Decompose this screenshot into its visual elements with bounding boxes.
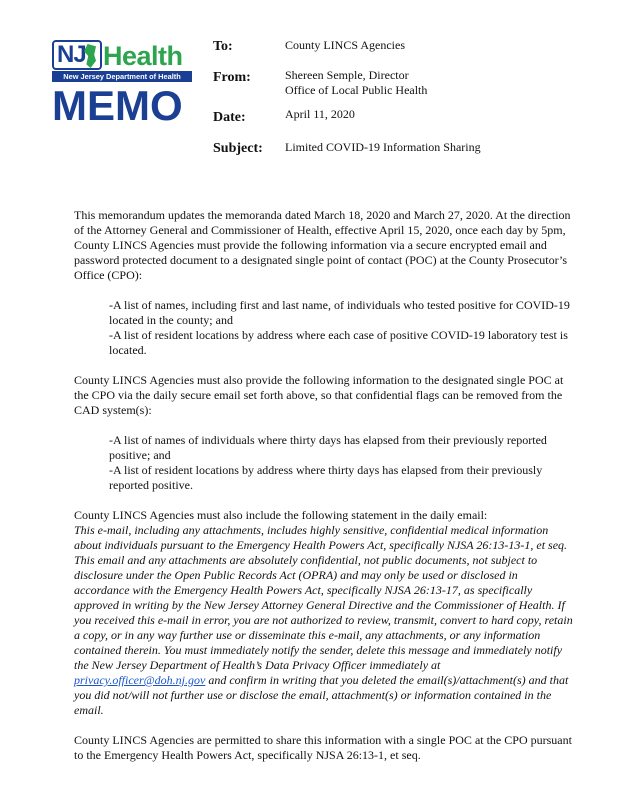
cad-paragraph: County LINCS Agencies must also provide the following information to the designated single POC at the CPO via the daily secure email set forth above, so that confidential flags can be removed from the CAD system(s): xyxy=(74,373,564,417)
from-value-line1: Shereen Semple, Director xyxy=(285,68,409,82)
confidentiality-statement xyxy=(74,523,574,718)
privacy-officer-email-link[interactable]: privacy.officer@doh.nj.gov xyxy=(74,673,206,687)
department-subtitle: New Jersey Department of Health xyxy=(52,71,192,82)
health-wordmark: Health xyxy=(103,41,183,71)
subject-label: Subject: xyxy=(213,141,263,156)
logo-top-row xyxy=(52,40,192,70)
list2-item2: -A list of resident locations by address where thirty days has elapsed from their previously reported positive. xyxy=(109,463,543,492)
date-value: April 11, 2020 xyxy=(285,107,355,121)
memo-wordmark: MEMO xyxy=(52,82,183,129)
subject-value: Limited COVID-19 Information Sharing xyxy=(285,140,481,154)
list1-item1: -A list of names, including first and last name, of individuals who tested positive for COVID-19 located in the county; and xyxy=(109,298,570,327)
statement-intro: County LINCS Agencies must also include the following statement in the daily email: xyxy=(74,508,488,522)
new-jersey-state-icon xyxy=(84,44,96,68)
intro-paragraph: This memorandum updates the memoranda dated March 18, 2020 and March 27, 2020. At the direction of the Attorney General and Commissioner of Health, effective April 15, 2020, once each day by 5pm, County LINCS Agencies must provide the following information via a secure encrypted email and password protected document to a designated single point of contact (POC) at the County Prosecutor’s Office (CPO): xyxy=(74,208,571,282)
statement-text-part1: This e-mail, including any attachments, includes highly sensitive, confidential medical information about individuals pursuant to the Emergency Health Powers Act, specifically NJSA 26:13-13-1, et seq. This email and any attachments are absolutely confidential, not public documents, not subject to disclosure under the Open Public Records Act (OPRA) and may only be used or disclosed in accordance with the Emergency Health Powers Act, specifically NJSA 26:13-17, as specifically approved in writing by the New Jersey Attorney General Directive and the Commissioner of Health. If you received this e-mail in error, you are not authorized to review, transmit, convert to hard copy, retain a copy, or in any way further use or disseminate this e-mail, any attachments, or any information contained therein. You must immediately notify the sender, delete this message and immediately notify the New Jersey Department of Health’s Data Privacy Officer immediately at xyxy=(74,523,573,672)
statement-text-part2: and confirm in writing that you deleted the email(s)/attachment(s) and that you did not/will not further use or disclose the email, attachment(s) or information contained in the email. xyxy=(74,673,569,717)
closing-paragraph: County LINCS Agencies are permitted to share this information with a single POC at the CPO pursuant to the Emergency Health Powers Act, specifically NJSA 26:13-1, et seq. xyxy=(74,733,572,762)
to-label: To: xyxy=(213,39,233,54)
from-label: From: xyxy=(213,70,251,85)
date-label: Date: xyxy=(213,110,246,125)
list2-item1: -A list of names of individuals where thirty days has elapsed from their previously reported positive; and xyxy=(109,433,547,462)
nj-badge xyxy=(52,40,102,70)
from-value-line2: Office of Local Public Health xyxy=(285,83,428,97)
list1-item2: -A list of resident locations by address where each case of positive COVID-19 laboratory test is located. xyxy=(109,328,568,357)
memo-body xyxy=(74,208,574,778)
to-value: County LINCS Agencies xyxy=(285,38,405,52)
nj-health-memo-logo xyxy=(52,40,192,136)
nj-letters: NJ xyxy=(57,41,86,68)
